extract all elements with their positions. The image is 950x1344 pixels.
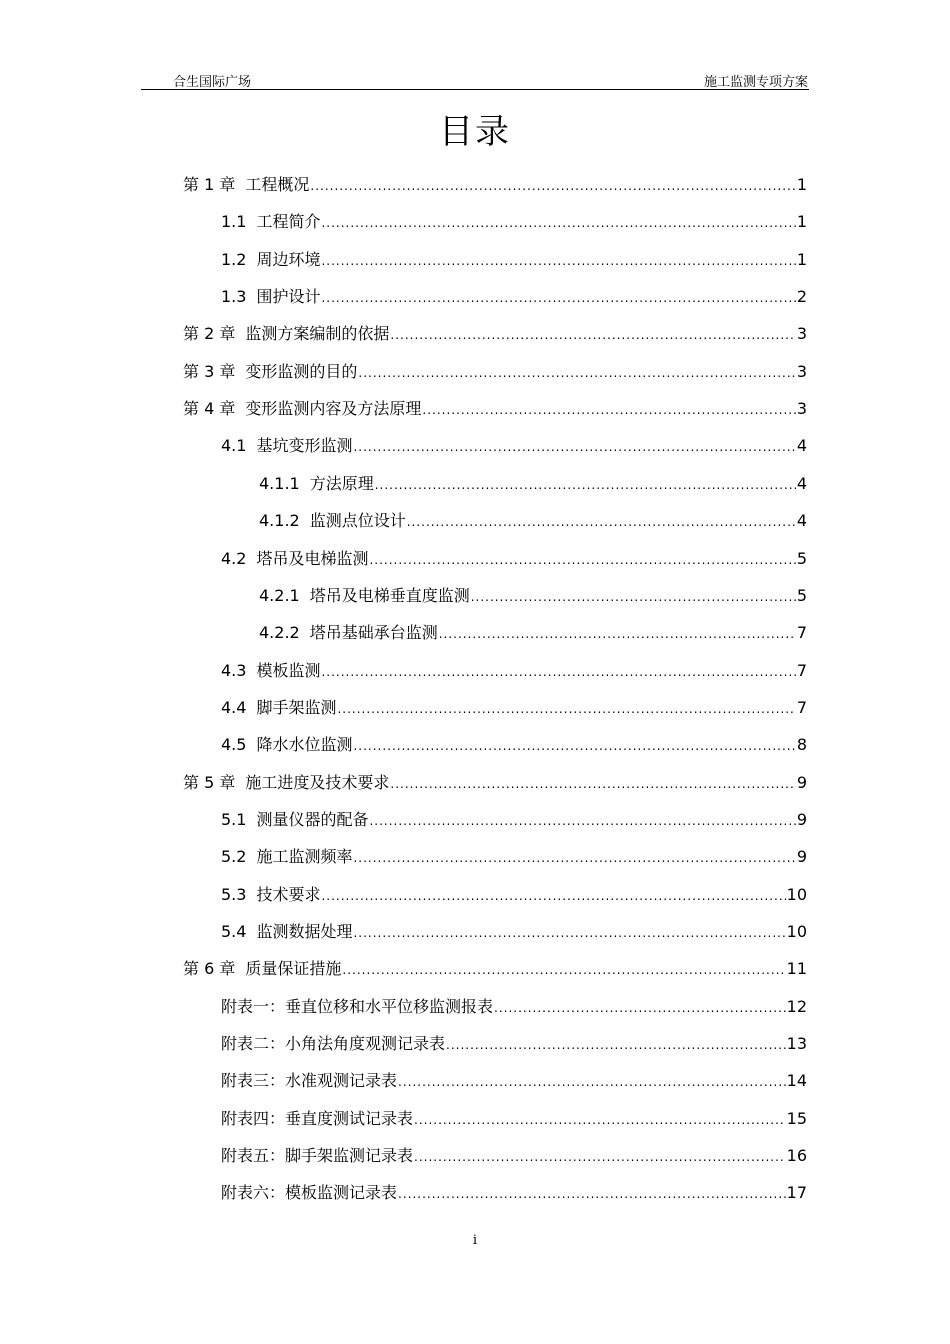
toc-dot-leader (358, 366, 795, 380)
toc-dot-leader (369, 553, 795, 567)
toc-dot-leader (321, 665, 795, 679)
toc-entry-page: 15 (786, 1108, 807, 1128)
toc-dot-leader (439, 627, 796, 641)
toc-entry[interactable] (221, 844, 807, 868)
toc-dot-leader (369, 814, 795, 828)
toc-entry-number: 4.2.2 (259, 623, 300, 643)
toc-entry-number: 第 2 章 (183, 324, 236, 344)
toc-dot-leader (471, 590, 796, 604)
toc-entry-title: 施工监测频率 (256, 847, 353, 867)
toc-entry-title: 监测方案编制的依据 (245, 324, 390, 344)
toc-entry-page: 5 (796, 548, 807, 568)
toc-entry-title: 附表五：脚手架监测记录表 (221, 1146, 414, 1166)
toc-entry-number: 1.3 (221, 287, 247, 307)
toc-entry[interactable] (221, 1106, 807, 1130)
toc-entry-number: 4.1.2 (259, 511, 300, 531)
toc-entry[interactable] (221, 994, 807, 1018)
toc-entry[interactable] (183, 321, 807, 345)
toc-entry-page: 13 (786, 1034, 807, 1054)
toc-entry-number: 第 6 章 (183, 959, 236, 979)
toc-entry[interactable] (183, 396, 807, 420)
toc-dot-leader (494, 1001, 786, 1015)
toc-entry-page: 7 (796, 623, 807, 643)
toc-entry-number: 4.3 (221, 660, 247, 680)
toc-dot-leader (342, 963, 785, 977)
toc-entry-title: 变形监测内容及方法原理 (245, 399, 422, 419)
toc-entry-title: 围护设计 (256, 287, 321, 307)
toc-entry-title: 塔吊及电梯监测 (256, 548, 369, 568)
toc-entry-page: 12 (786, 996, 807, 1016)
toc-dot-leader (390, 328, 795, 342)
toc-entry-title: 监测点位设计 (309, 511, 406, 531)
toc-entry-page: 17 (786, 1183, 807, 1203)
toc-entry[interactable] (259, 508, 807, 532)
toc-entry-title: 施工进度及技术要求 (245, 772, 390, 792)
toc-entry-number: 第 3 章 (183, 361, 236, 381)
toc-entry[interactable] (221, 1143, 807, 1167)
toc-entry-number: 5.1 (221, 809, 247, 829)
toc-dot-leader (398, 1075, 786, 1089)
toc-entry[interactable] (183, 956, 807, 980)
toc-dot-leader (407, 515, 796, 529)
toc-entry-page: 1 (796, 249, 807, 269)
toc-entry-title: 模板监测 (256, 660, 321, 680)
toc-entry[interactable] (221, 658, 807, 682)
toc-entry[interactable] (221, 209, 807, 233)
toc-entry[interactable] (221, 433, 807, 457)
toc-entry[interactable] (221, 284, 807, 308)
toc-entry[interactable] (221, 695, 807, 719)
toc-dot-leader (422, 403, 795, 417)
toc-entry-title: 监测数据处理 (256, 922, 353, 941)
toc-entry-title: 测量仪器的配备 (256, 809, 369, 829)
toc-dot-leader (353, 440, 795, 454)
toc-dot-leader (353, 926, 785, 940)
toc-dot-leader (414, 1113, 786, 1127)
toc-entry-number: 4.1 (221, 436, 247, 456)
toc-entry-title: 降水水位监测 (256, 735, 353, 755)
toc-entry-title: 脚手架监测 (256, 697, 337, 717)
header-project-name: 合生国际广场 (173, 75, 252, 90)
toc-entry-page: 10 (786, 884, 807, 904)
toc-entry-number: 4.4 (221, 697, 247, 717)
toc-entry[interactable] (183, 172, 807, 196)
toc-dot-leader (337, 702, 795, 716)
toc-entry[interactable] (259, 471, 807, 495)
toc-entry-page: 1 (796, 175, 807, 194)
toc-entry-number: 4.1.1 (259, 473, 300, 493)
toc-entry-title: 塔吊基础承台监测 (309, 623, 438, 643)
header-divider (141, 89, 809, 90)
toc-entry-title: 基坑变形监测 (256, 436, 353, 456)
toc-entry-page: 9 (796, 772, 807, 792)
toc-entry-page: 7 (796, 660, 807, 680)
page-title: 目录 (439, 112, 511, 152)
toc-entry-page: 4 (796, 436, 807, 456)
toc-entry-number: 第 4 章 (183, 399, 236, 419)
toc-entry-page: 3 (796, 324, 807, 344)
toc-entry-title: 附表一：垂直位移和水平位移监测报表 (221, 996, 494, 1016)
toc-entry[interactable] (221, 1180, 807, 1204)
toc-entry-title: 附表四：垂直度测试记录表 (221, 1108, 414, 1128)
toc-entry-title: 附表二：小角法角度观测记录表 (221, 1034, 446, 1054)
toc-entry-number: 4.5 (221, 735, 247, 755)
toc-entry[interactable] (259, 620, 807, 644)
toc-entry-title: 技术要求 (256, 884, 321, 904)
toc-entry-title: 附表六：模板监测记录表 (221, 1183, 398, 1203)
toc-entry[interactable] (259, 583, 807, 607)
toc-entry-number: 5.4 (221, 922, 247, 941)
toc-entry[interactable] (221, 546, 807, 570)
toc-dot-leader (353, 739, 795, 753)
header-document-title: 施工监测专项方案 (703, 75, 808, 90)
toc-entry-page: 4 (796, 511, 807, 531)
toc-entry[interactable] (221, 807, 807, 831)
toc-entry-page: 8 (796, 735, 807, 755)
toc-dot-leader (310, 179, 795, 193)
toc-entry-title: 变形监测的目的 (245, 361, 358, 381)
toc-entry-page: 1 (796, 212, 807, 232)
toc-entry[interactable] (221, 919, 807, 943)
toc-entry-number: 5.3 (221, 884, 247, 904)
toc-entry[interactable] (221, 732, 807, 756)
toc-entry-number: 第 1 章 (183, 175, 236, 194)
toc-entry-page: 10 (786, 922, 807, 941)
toc-entry-page: 14 (786, 1071, 807, 1091)
toc-entry-title: 塔吊及电梯垂直度监测 (309, 585, 470, 605)
toc-entry[interactable] (183, 770, 807, 794)
toc-dot-leader (446, 1038, 786, 1052)
toc-entry[interactable] (221, 882, 807, 906)
toc-entry-title: 质量保证措施 (245, 959, 342, 979)
toc-entry-number: 1.1 (221, 212, 247, 232)
toc-entry-page: 5 (796, 585, 807, 605)
toc-dot-leader (321, 216, 795, 230)
toc-entry-page: 9 (796, 847, 807, 867)
toc-entry-page: 16 (786, 1146, 807, 1166)
toc-entry-page: 3 (796, 361, 807, 381)
toc-entry-title: 方法原理 (309, 473, 374, 493)
page-number: i (472, 1233, 478, 1248)
toc-entry-page: 7 (796, 697, 807, 717)
toc-entry-title: 附表三：水准观测记录表 (221, 1071, 398, 1091)
toc-dot-leader (353, 851, 795, 865)
toc-entry-title: 工程简介 (256, 212, 321, 232)
toc-entry-number: 4.2 (221, 548, 247, 568)
toc-entry-page: 4 (796, 473, 807, 493)
toc-entry-number: 1.2 (221, 249, 247, 269)
toc-entry[interactable] (221, 247, 807, 271)
toc-dot-leader (321, 254, 795, 268)
toc-entry[interactable] (183, 359, 807, 383)
toc-entry-title: 工程概况 (245, 175, 310, 194)
toc-entry[interactable] (221, 1031, 807, 1055)
toc-entry-page: 3 (796, 399, 807, 419)
toc-dot-leader (375, 478, 796, 492)
toc-dot-leader (398, 1187, 786, 1201)
toc-entry-number: 第 5 章 (183, 772, 236, 792)
toc-dot-leader (321, 291, 795, 305)
toc-dot-leader (321, 889, 785, 903)
toc-entry-title: 周边环境 (256, 249, 321, 269)
toc-entry-number: 4.2.1 (259, 585, 300, 605)
toc-dot-leader (414, 1150, 786, 1164)
toc-entry-page: 2 (796, 287, 807, 307)
toc-entry-page: 9 (796, 809, 807, 829)
toc-entry[interactable] (221, 1068, 807, 1092)
toc-dot-leader (390, 777, 795, 791)
toc-entry-page: 11 (786, 959, 807, 979)
toc-entry-number: 5.2 (221, 847, 247, 867)
